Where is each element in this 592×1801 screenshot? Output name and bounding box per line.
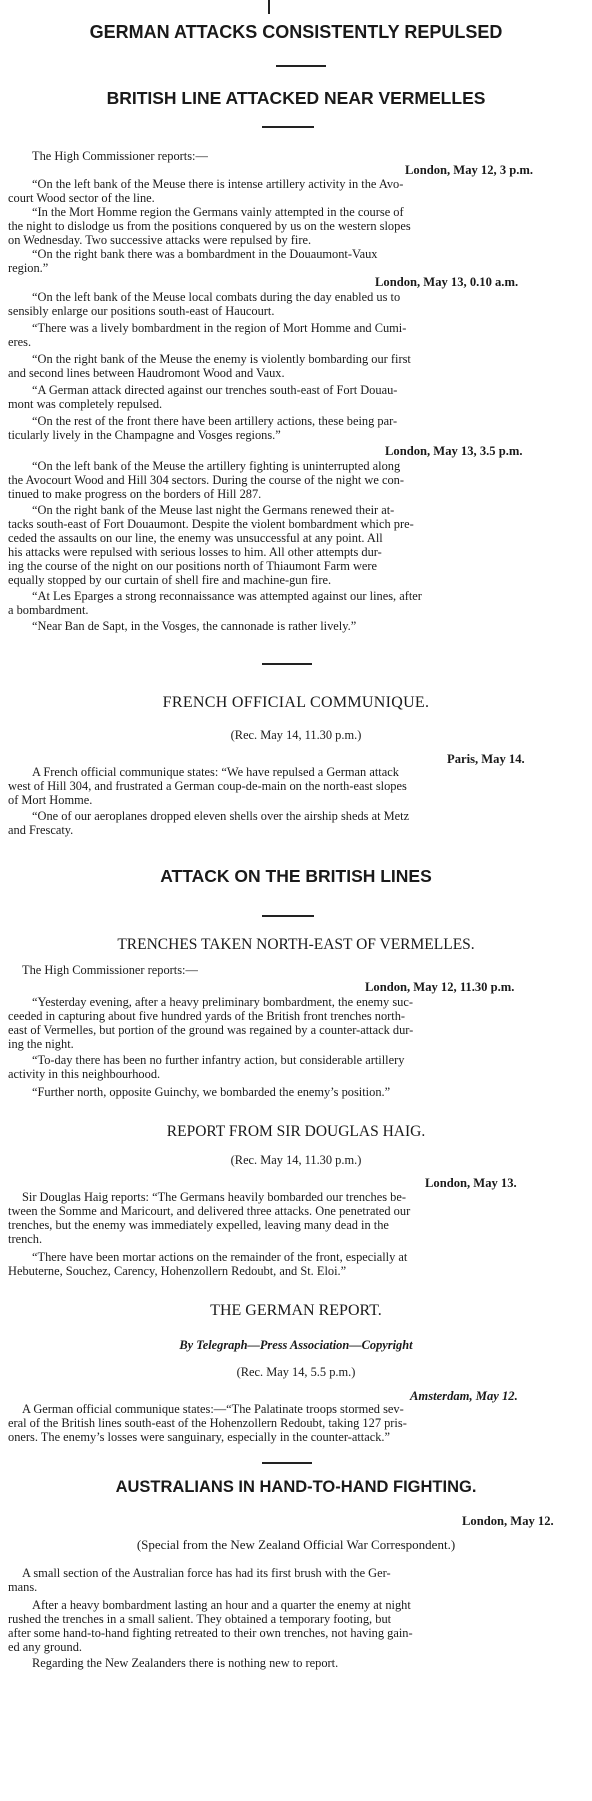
text-line: “Yesterday evening, after a heavy preliminary bombardment, the enemy suc- <box>32 995 413 1009</box>
text-line: “In the Mort Homme region the Germans vainly attempted in the course of <box>32 205 404 219</box>
dateline: London, May 12, 3 p.m. <box>405 163 534 177</box>
text-line: oners. The enemy’s losses were sanguinary, especially in the counter-attack.” <box>8 1430 391 1444</box>
text-line: “At Les Eparges a strong reconnaissance was attempted against our lines, after <box>32 589 422 603</box>
text-line: and Frescaty. <box>8 823 74 837</box>
section-title: FRENCH OFFICIAL COMMUNIQUE. <box>162 694 430 711</box>
text-line: “A German attack directed against our trenches south-east of Fort Douau- <box>32 383 398 397</box>
text-line: A small section of the Australian force has had its first brush with the Ger- <box>22 1566 391 1580</box>
top-divider <box>268 0 270 14</box>
text-line: A German official communique states:—“The Palatinate troops stormed sev- <box>22 1402 404 1416</box>
text-line: “On the right bank there was a bombardment in the Douaumont-Vaux <box>32 247 378 261</box>
dateline: London, May 12. <box>462 1514 554 1528</box>
section-title: ATTACK ON THE BRITISH LINES <box>160 866 432 886</box>
text-line: region.” <box>8 261 49 275</box>
text-line: ed any ground. <box>8 1640 82 1654</box>
main-headline: GERMAN ATTACKS CONSISTENTLY REPULSED <box>89 22 503 42</box>
divider <box>262 1462 312 1464</box>
section-title: AUSTRALIANS IN HAND-TO-HAND FIGHTING. <box>115 1478 477 1496</box>
divider <box>276 65 326 67</box>
section-title: REPORT FROM SIR DOUGLAS HAIG. <box>166 1123 426 1140</box>
text-line: rushed the trenches in a small salient. They obtained a temporary footing, but <box>8 1612 392 1626</box>
text-line: equally stopped by our curtain of shell fire and machine-gun fire. <box>8 573 332 587</box>
text-line: of Mort Homme. <box>8 793 93 807</box>
received-line: (Rec. May 14, 11.30 p.m.) <box>230 1153 362 1167</box>
dateline: London, May 13. <box>425 1176 517 1190</box>
divider <box>262 915 314 917</box>
text-line: a bombardment. <box>8 603 89 617</box>
text-line: and second lines between Haudromont Wood and Vaux. <box>8 366 285 380</box>
text-line: “On the left bank of the Meuse local combats during the day enabled us to <box>32 290 401 304</box>
text-line: “Further north, opposite Guinchy, we bombarded the enemy’s position.” <box>32 1085 391 1099</box>
text-line: tween the Somme and Maricourt, and delivered three attacks. One penetrated our <box>8 1204 411 1218</box>
text-line: “On the right bank of the Meuse the enemy is violently bombarding our first <box>32 352 411 366</box>
text-line: A French official communique states: “We have repulsed a German attack <box>32 765 399 779</box>
text-line: trench. <box>8 1232 43 1246</box>
divider <box>262 126 314 128</box>
text-line: Hebuterne, Souchez, Carency, Hohenzollern Redoubt, and St. Eloi.” <box>8 1264 347 1278</box>
text-line: ceded the assaults on our line, the enemy was unsuccessful at any point. All <box>8 531 383 545</box>
section-subtitle: TRENCHES TAKEN NORTH-EAST OF VERMELLES. <box>117 936 475 953</box>
text-line: eres. <box>8 335 32 349</box>
text-line: court Wood sector of the line. <box>8 191 155 205</box>
text-line: sensibly enlarge our positions south-east of Haucourt. <box>8 304 275 318</box>
text-line: “On the left bank of the Meuse the artillery fighting is uninterrupted along <box>32 459 401 473</box>
dateline: Amsterdam, May 12. <box>410 1389 518 1403</box>
text-line: After a heavy bombardment lasting an hour and a quarter the enemy at night <box>32 1598 411 1612</box>
intro-line: The High Commissioner reports:— <box>32 149 208 163</box>
text-line: “On the rest of the front there have been artillery actions, these being par- <box>32 414 398 428</box>
text-line: the Avocourt Wood and Hill 304 sectors. During the course of the night we con- <box>8 473 404 487</box>
text-line: activity in this neighbourhood. <box>8 1067 161 1081</box>
text-line: “To-day there has been no further infantry action, but considerable artillery <box>32 1053 405 1067</box>
text-line: mans. <box>8 1580 38 1594</box>
text-line: tacks south-east of Fort Douaumont. Despite the violent bombardment which pre- <box>8 517 414 531</box>
dateline: London, May 12, 11.30 p.m. <box>365 980 515 994</box>
text-line: “There was a lively bombardment in the region of Mort Homme and Cumi- <box>32 321 407 335</box>
section-title: THE GERMAN REPORT. <box>210 1302 382 1319</box>
text-line: “On the left bank of the Meuse there is intense artillery activity in the Avo- <box>32 177 404 191</box>
text-line: the night to dislodge us from the positions conquered by us on the western slopes <box>8 219 411 233</box>
text-line: ticularly lively in the Champagne and Vosges regions.” <box>8 428 281 442</box>
text-line: east of Vermelles, but portion of the ground was regained by a counter-attack dur- <box>8 1023 414 1037</box>
text-line: eral of the British lines south-east of the Hohenzollern Redoubt, taking 127 pris- <box>8 1416 407 1430</box>
text-line: mont was completely repulsed. <box>8 397 163 411</box>
received-line: (Rec. May 14, 5.5 p.m.) <box>236 1365 356 1379</box>
received-line: (Rec. May 14, 11.30 p.m.) <box>230 728 362 742</box>
divider <box>262 663 312 665</box>
dateline: Paris, May 14. <box>447 752 525 766</box>
section-title: BRITISH LINE ATTACKED NEAR VERMELLES <box>106 88 486 108</box>
text-line: tinued to make progress on the borders of Hill 287. <box>8 487 262 501</box>
dateline: London, May 13, 3.5 p.m. <box>385 444 523 458</box>
text-line: trenches, but the enemy was immediately expelled, leaving many dead in the <box>8 1218 389 1232</box>
text-line: ing the night. <box>8 1037 74 1051</box>
text-line: Sir Douglas Haig reports: “The Germans heavily bombarded our trenches be- <box>22 1190 406 1204</box>
text-line: ing the course of the night on our positions north of Thiaumont Farm were <box>8 559 378 573</box>
text-line: “There have been mortar actions on the remainder of the front, especially at <box>32 1250 408 1264</box>
text-line: his attacks were repulsed with serious losses to him. All other attempts dur- <box>8 545 382 559</box>
special-note: (Special from the New Zealand Official War Correspondent.) <box>136 1537 456 1552</box>
text-line: Regarding the New Zealanders there is nothing new to report. <box>32 1656 339 1670</box>
text-line: ceeded in capturing about five hundred yards of the British front trenches north- <box>8 1009 406 1023</box>
text-line: west of Hill 304, and frustrated a German coup-de-main on the north-east slopes <box>8 779 407 793</box>
text-line: “Near Ban de Sapt, in the Vosges, the cannonade is rather lively.” <box>32 619 357 633</box>
text-line: “One of our aeroplanes dropped eleven shells over the airship sheds at Metz <box>32 809 410 823</box>
text-line: “On the right bank of the Meuse last night the Germans renewed their at- <box>32 503 395 517</box>
text-line: on Wednesday. Two successive attacks were repulsed by fire. <box>8 233 312 247</box>
dateline: London, May 13, 0.10 a.m. <box>375 275 519 289</box>
text-line: after some hand-to-hand fighting retreated to their own trenches, not having gain- <box>8 1626 413 1640</box>
byline: By Telegraph—Press Association—Copyright <box>179 1338 413 1352</box>
intro-line: The High Commissioner reports:— <box>22 963 198 977</box>
